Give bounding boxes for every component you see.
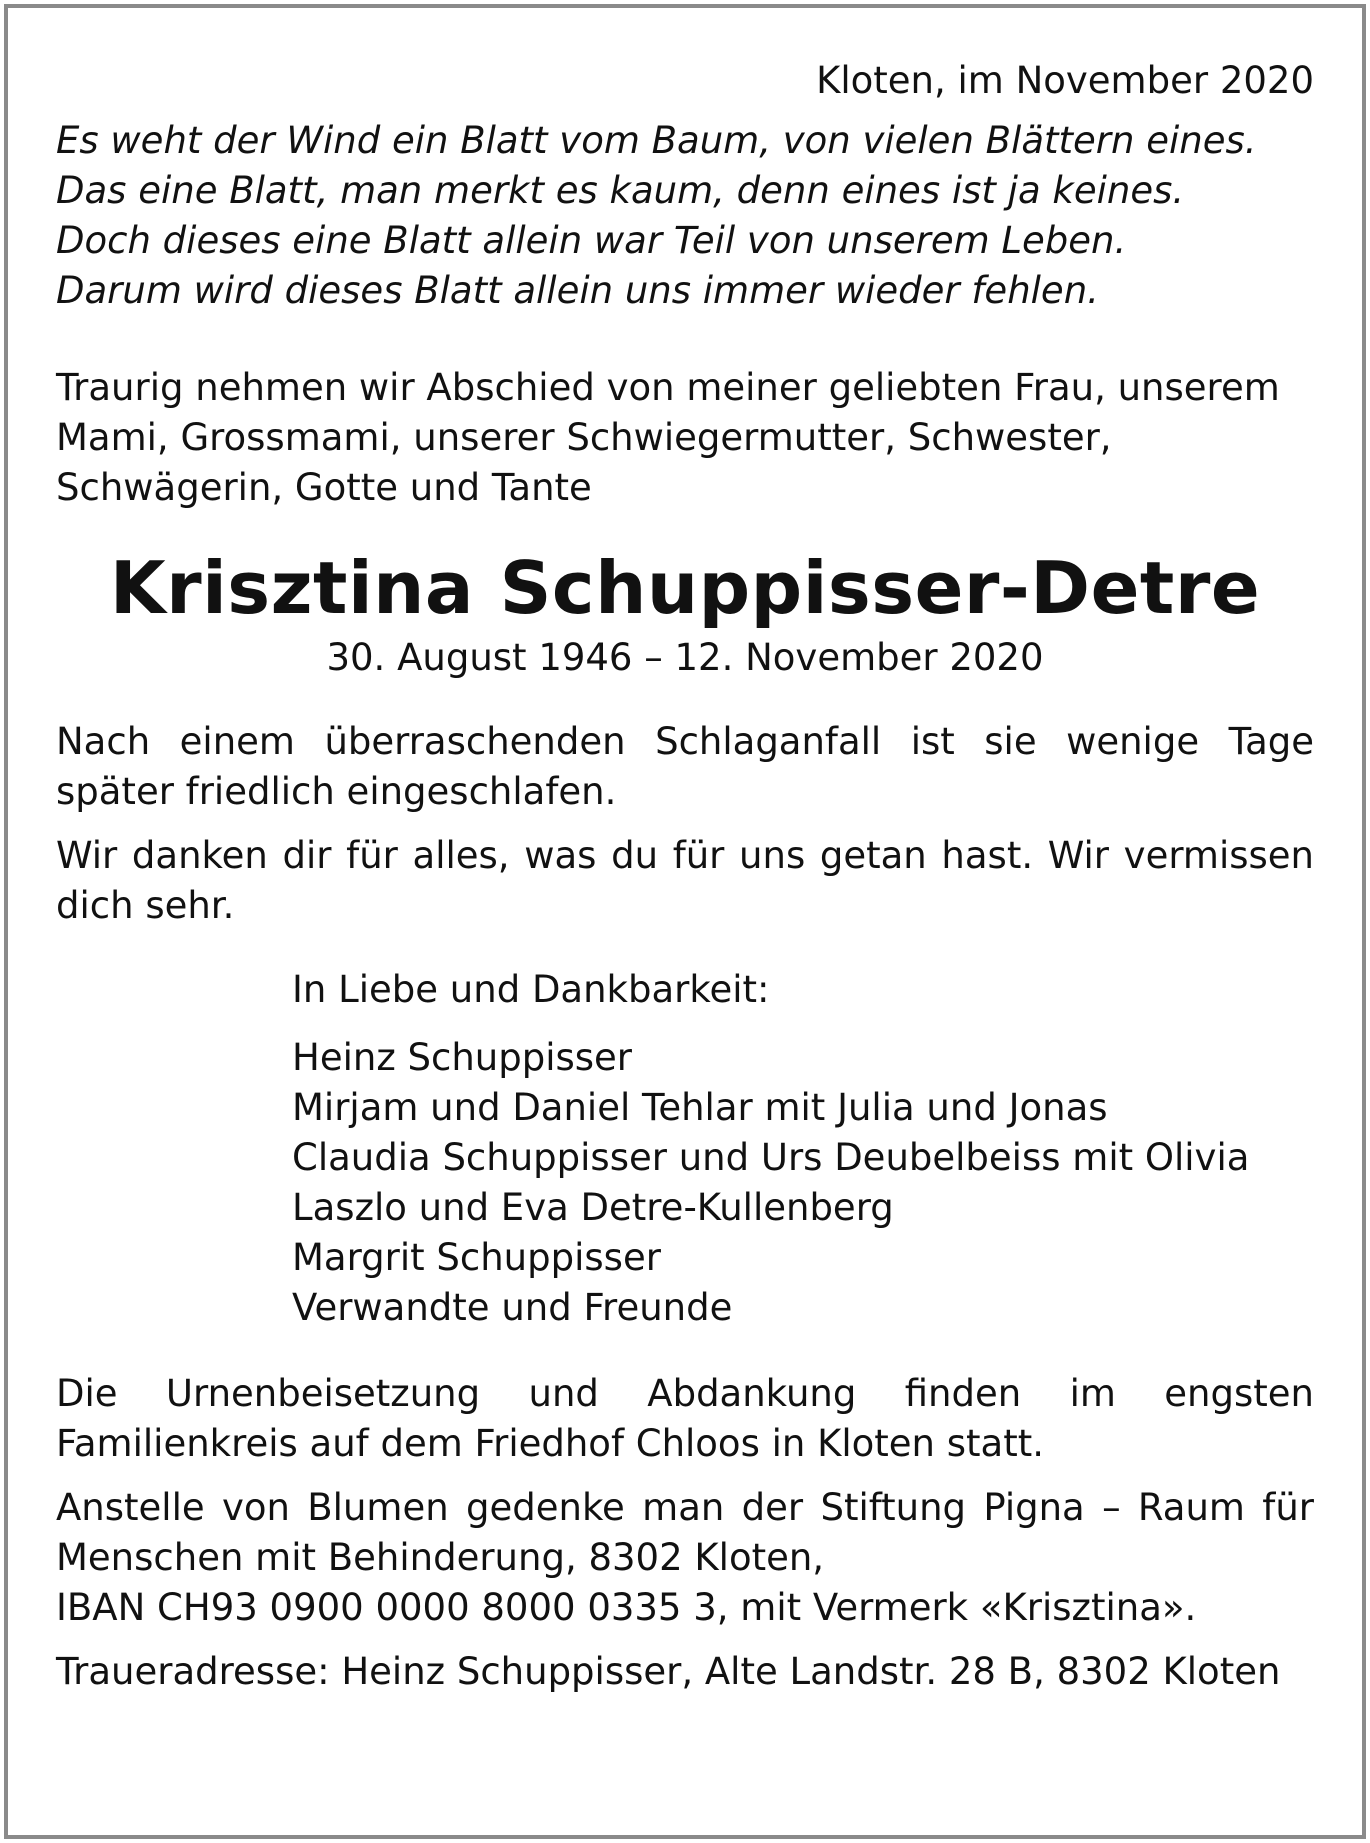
- mourner-name: Heinz Schuppisser: [292, 1036, 633, 1079]
- place-date: Kloten, im November 2020: [816, 59, 1314, 102]
- mourner-name: Laszlo und Eva Detre-Kullenberg: [292, 1186, 894, 1229]
- donation-iban: IBAN CH93 0900 0000 8000 0335 3, mit Vermerk «Krisztina».: [56, 1586, 1197, 1629]
- poem-line: Es weht der Wind ein Blatt vom Baum, von vielen Blättern eines.: [56, 119, 1257, 162]
- thanks-paragraph: Wir danken dir für alles, was du für uns getan hast. Wir vermissen dich sehr.: [56, 834, 1314, 927]
- obituary-notice: [56, 56, 1314, 1697]
- deceased-name: Krisztina Schuppisser-Detre: [109, 546, 1261, 630]
- mourner-name: Verwandte und Freunde: [292, 1286, 733, 1329]
- mourner-name: Mirjam und Daniel Tehlar mit Julia und Jonas: [292, 1086, 1108, 1129]
- poem-line: Das eine Blatt, man merkt es kaum, denn eines ist ja keines.: [56, 169, 1185, 212]
- life-dates: 30. August 1946 – 12. November 2020: [326, 636, 1044, 679]
- funeral-info: Die Urnenbeisetzung und Abdankung finden im engsten Familienkreis auf dem Friedhof Chloos in Kloten statt.: [56, 1372, 1314, 1465]
- farewell-intro: Traurig nehmen wir Abschied von meiner geliebten Frau, unserem Mami, Grossmami, unserer Schwiegermutter, Schwester, Schwägerin, Gotte und Tante: [56, 366, 1280, 509]
- death-circumstances: Nach einem überraschenden Schlaganfall ist sie wenige Tage später friedlich eingeschlafen.: [56, 720, 1314, 813]
- mourner-name: Claudia Schuppisser und Urs Deubelbeiss mit Olivia: [292, 1136, 1250, 1179]
- mourners-list: [292, 965, 1314, 1333]
- mourners-heading: In Liebe und Dankbarkeit:: [292, 968, 770, 1011]
- poem-line: Doch dieses eine Blatt allein war Teil von unserem Leben.: [56, 219, 1127, 262]
- poem-line: Darum wird dieses Blatt allein uns immer wieder fehlen.: [56, 269, 1099, 312]
- mourning-address: Traueradresse: Heinz Schuppisser, Alte Landstr. 28 B, 8302 Kloten: [56, 1650, 1281, 1693]
- poem: [56, 116, 1314, 316]
- mourner-name: Margrit Schuppisser: [292, 1236, 661, 1279]
- donation-text: Anstelle von Blumen gedenke man der Stiftung Pigna – Raum für Menschen mit Behinderung, 8302 Kloten,: [56, 1486, 1314, 1579]
- donation-info: [56, 1483, 1314, 1633]
